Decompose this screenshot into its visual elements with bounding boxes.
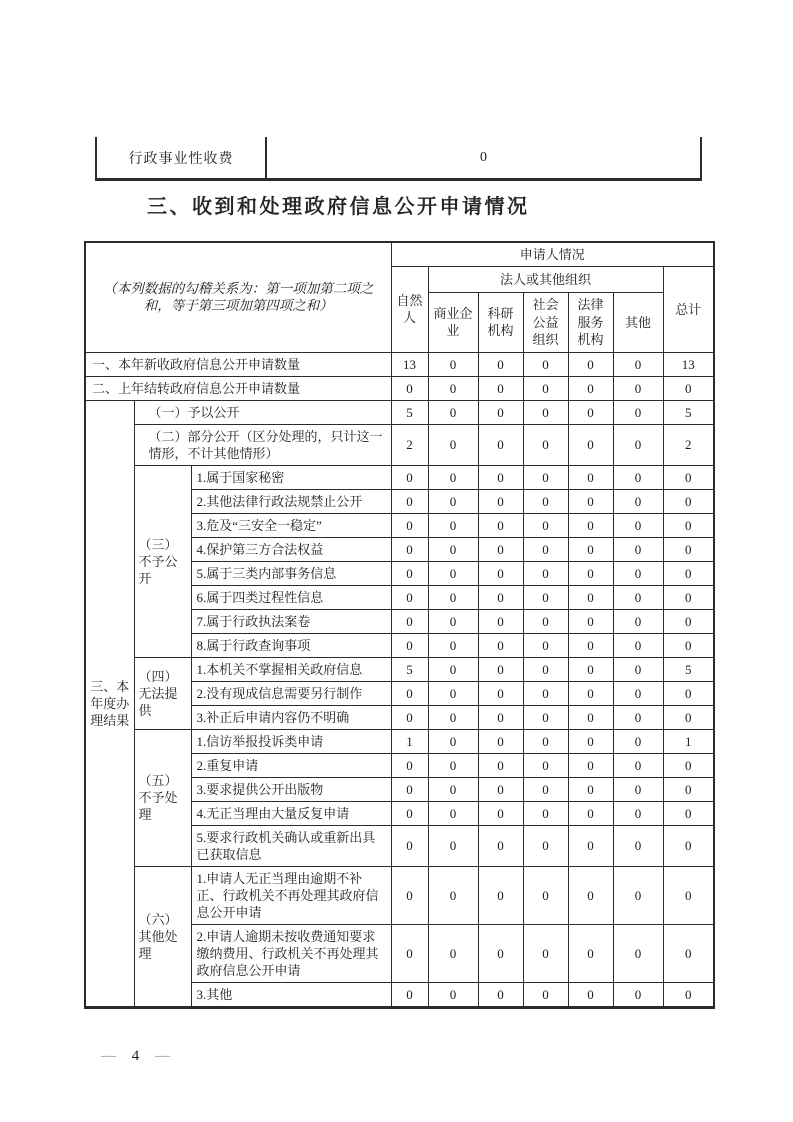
cell-value: 5: [391, 400, 428, 424]
col-header-natural-person: 自然人: [391, 267, 428, 353]
fee-table-row: [95, 137, 702, 181]
cell-value: 0: [478, 866, 523, 924]
cell-value: 0: [663, 705, 714, 729]
cell-value: 0: [523, 465, 568, 489]
cell-value: 0: [613, 537, 663, 561]
table-row: [85, 352, 714, 376]
page-footer: [101, 1048, 171, 1065]
table-row: [85, 400, 714, 424]
cell-value: 0: [568, 537, 613, 561]
cell-value: 0: [523, 352, 568, 376]
cell-value: 0: [523, 424, 568, 465]
table-row: [85, 465, 714, 489]
cell-value: 0: [568, 585, 613, 609]
cell-value: 0: [391, 609, 428, 633]
cell-value: 0: [568, 982, 613, 1007]
row-label: 3.危及“三安全一稳定”: [191, 513, 391, 537]
cell-value: 0: [428, 729, 478, 753]
page-number: 4: [131, 1048, 141, 1064]
cell-value: 0: [391, 866, 428, 924]
cell-value: 0: [568, 729, 613, 753]
row-label: 5.属于三类内部事务信息: [191, 561, 391, 585]
cell-value: 0: [523, 537, 568, 561]
cell-value: 0: [523, 801, 568, 825]
cell-value: 0: [523, 376, 568, 400]
cell-value: 0: [613, 705, 663, 729]
col-header-research: 科研机构: [478, 293, 523, 353]
cell-value: 0: [568, 705, 613, 729]
cell-value: 0: [478, 513, 523, 537]
cell-value: 0: [428, 609, 478, 633]
table-row: [85, 424, 714, 465]
cell-value: 0: [478, 400, 523, 424]
col-header-public-welfare: 社会公益组织: [523, 293, 568, 353]
cell-value: 0: [478, 465, 523, 489]
cell-value: 0: [478, 376, 523, 400]
row-label: 3.其他: [191, 982, 391, 1007]
section-label: （二）部分公开（区分处理的，只计这一情形，不计其他情形）: [134, 424, 391, 465]
row-label: 一、本年新收政府信息公开申请数量: [85, 352, 391, 376]
cell-value: 5: [663, 657, 714, 681]
cell-value: 0: [391, 585, 428, 609]
table-row: [85, 376, 714, 400]
cell-value: 0: [523, 681, 568, 705]
cell-value: 0: [523, 982, 568, 1007]
table-row: [85, 657, 714, 681]
row-label: 8.属于行政查询事项: [191, 633, 391, 657]
cell-value: 0: [568, 801, 613, 825]
cell-value: 0: [428, 777, 478, 801]
cell-value: 0: [568, 561, 613, 585]
cell-value: 0: [663, 537, 714, 561]
col-header-other: 其他: [613, 293, 663, 353]
row-label: 3.补正后申请内容仍不明确: [191, 705, 391, 729]
cell-value: 0: [428, 489, 478, 513]
cell-value: 0: [478, 924, 523, 982]
cell-value: 0: [663, 801, 714, 825]
cell-value: 0: [428, 400, 478, 424]
cell-value: 0: [391, 753, 428, 777]
cell-value: 0: [523, 633, 568, 657]
section-label: （三）不予公开: [134, 465, 191, 657]
cell-value: 0: [523, 400, 568, 424]
cell-value: 0: [568, 400, 613, 424]
cell-value: 0: [391, 982, 428, 1007]
cell-value: 0: [613, 866, 663, 924]
cell-value: 0: [663, 561, 714, 585]
fee-row-value: 0: [480, 149, 487, 165]
fee-row-label: 行政事业性收费: [97, 137, 267, 178]
cell-value: 0: [613, 777, 663, 801]
cell-value: 0: [391, 825, 428, 866]
row-label: 1.本机关不掌握相关政府信息: [191, 657, 391, 681]
cell-value: 0: [428, 513, 478, 537]
cell-value: 1: [663, 729, 714, 753]
cell-value: 0: [663, 924, 714, 982]
cell-value: 0: [523, 825, 568, 866]
row-label: 4.保护第三方合法权益: [191, 537, 391, 561]
request-table: [84, 241, 715, 1009]
cell-value: 0: [613, 352, 663, 376]
cell-value: 0: [391, 681, 428, 705]
cell-value: 0: [568, 465, 613, 489]
cell-value: 0: [523, 705, 568, 729]
cell-value: 0: [478, 489, 523, 513]
cell-value: 0: [391, 537, 428, 561]
row-label: 1.申请人无正当理由逾期不补正、行政机关不再处理其政府信息公开申请: [191, 866, 391, 924]
col-header-applicant: 申请人情况: [391, 242, 714, 267]
cell-value: 0: [391, 561, 428, 585]
cell-value: 0: [663, 753, 714, 777]
cell-value: 0: [663, 633, 714, 657]
row-label: 2.重复申请: [191, 753, 391, 777]
cell-value: 0: [613, 376, 663, 400]
cell-value: 0: [523, 866, 568, 924]
cell-value: 0: [428, 705, 478, 729]
cell-value: 0: [613, 561, 663, 585]
cell-value: 0: [391, 924, 428, 982]
cell-value: 0: [613, 400, 663, 424]
cell-value: 13: [663, 352, 714, 376]
cell-value: 0: [478, 561, 523, 585]
section-label: （一）予以公开: [134, 400, 391, 424]
cell-value: 0: [613, 681, 663, 705]
cell-value: 0: [568, 753, 613, 777]
cell-value: 0: [568, 376, 613, 400]
cell-value: 0: [478, 657, 523, 681]
cell-value: 0: [663, 376, 714, 400]
cell-value: 0: [478, 537, 523, 561]
row-label: 3.要求提供公开出版物: [191, 777, 391, 801]
cell-value: 0: [478, 777, 523, 801]
cell-value: 0: [613, 753, 663, 777]
cell-value: 0: [428, 825, 478, 866]
row-label: 1.属于国家秘密: [191, 465, 391, 489]
cell-value: 0: [428, 753, 478, 777]
cell-value: 1: [391, 729, 428, 753]
cell-value: 0: [613, 825, 663, 866]
cell-value: 0: [391, 633, 428, 657]
cell-value: 0: [523, 609, 568, 633]
cell-value: 0: [428, 657, 478, 681]
cell-value: 0: [613, 924, 663, 982]
cell-value: 0: [568, 866, 613, 924]
cell-value: 0: [568, 777, 613, 801]
footer-dash: —: [155, 1048, 171, 1064]
row-label: 5.要求行政机关确认或重新出具已获取信息: [191, 825, 391, 866]
cell-value: 0: [663, 489, 714, 513]
cell-value: 0: [613, 729, 663, 753]
col-header-total: 总计: [663, 267, 714, 353]
section-label: （五）不予处理: [134, 729, 191, 866]
cell-value: 0: [523, 729, 568, 753]
footer-dash: —: [101, 1048, 117, 1064]
section-heading: 三、收到和处理政府信息公开申请情况: [147, 196, 530, 218]
row-label: 2.申请人逾期未按收费通知要求缴纳费用、行政机关不再处理其政府信息公开申请: [191, 924, 391, 982]
cell-value: 0: [428, 633, 478, 657]
cell-value: 0: [428, 924, 478, 982]
cell-value: 2: [663, 424, 714, 465]
row-label: 6.属于四类过程性信息: [191, 585, 391, 609]
cell-value: 0: [568, 424, 613, 465]
cell-value: 0: [428, 465, 478, 489]
cell-value: 0: [568, 825, 613, 866]
col-header-legal-org: 法人或其他组织: [428, 267, 663, 293]
cell-value: 0: [478, 585, 523, 609]
section-label: （四）无法提供: [134, 657, 191, 729]
cell-value: 0: [428, 681, 478, 705]
cell-value: 0: [478, 681, 523, 705]
cell-value: 0: [663, 681, 714, 705]
cell-value: 2: [391, 424, 428, 465]
row-label: 4.无正当理由大量反复申请: [191, 801, 391, 825]
cell-value: 0: [663, 777, 714, 801]
row-label: 2.没有现成信息需要另行制作: [191, 681, 391, 705]
cell-value: 0: [568, 633, 613, 657]
cell-value: 0: [613, 513, 663, 537]
cell-value: 0: [613, 609, 663, 633]
cell-value: 0: [478, 982, 523, 1007]
cell-value: 0: [428, 537, 478, 561]
cell-value: 0: [523, 777, 568, 801]
request-table-container: [84, 241, 715, 1009]
cell-value: 0: [568, 681, 613, 705]
cell-value: 0: [428, 352, 478, 376]
cell-value: 0: [478, 753, 523, 777]
section-label: （六）其他处理: [134, 866, 191, 1007]
cell-value: 5: [391, 657, 428, 681]
cell-value: 0: [391, 489, 428, 513]
cell-value: 0: [478, 424, 523, 465]
cell-value: 0: [428, 561, 478, 585]
cell-value: 0: [568, 489, 613, 513]
cell-value: 0: [663, 513, 714, 537]
cell-value: 0: [428, 376, 478, 400]
cell-value: 0: [428, 424, 478, 465]
cell-value: 0: [428, 866, 478, 924]
cell-value: 0: [523, 513, 568, 537]
cell-value: 0: [568, 657, 613, 681]
cell-value: 0: [663, 585, 714, 609]
cell-value: 0: [391, 801, 428, 825]
cell-value: 0: [663, 866, 714, 924]
cell-value: 0: [613, 657, 663, 681]
table-note: （本列数据的勾稽关系为：第一项加第二项之和，等于第三项加第四项之和）: [85, 242, 391, 352]
cell-value: 0: [663, 825, 714, 866]
cell-value: 5: [663, 400, 714, 424]
cell-value: 0: [663, 609, 714, 633]
cell-value: 0: [478, 825, 523, 866]
cell-value: 0: [478, 801, 523, 825]
cell-value: 0: [428, 585, 478, 609]
cell-value: 0: [523, 657, 568, 681]
cell-value: 0: [568, 609, 613, 633]
request-table-body: [85, 242, 714, 1007]
cell-value: 0: [391, 376, 428, 400]
cell-value: 0: [478, 633, 523, 657]
cell-value: 0: [613, 489, 663, 513]
cell-value: 0: [663, 465, 714, 489]
cell-value: 0: [523, 924, 568, 982]
cell-value: 0: [523, 753, 568, 777]
cell-value: 0: [613, 982, 663, 1007]
cell-value: 0: [428, 801, 478, 825]
cell-value: 0: [523, 561, 568, 585]
table-row: [85, 866, 714, 924]
row-label: 二、上年结转政府信息公开申请数量: [85, 376, 391, 400]
table-row: [85, 729, 714, 753]
cell-value: 0: [391, 465, 428, 489]
cell-value: 13: [391, 352, 428, 376]
row-label: 2.其他法律行政法规禁止公开: [191, 489, 391, 513]
col-header-business: 商业企业: [428, 293, 478, 353]
cell-value: 0: [613, 465, 663, 489]
cell-value: 0: [428, 982, 478, 1007]
cell-value: 0: [568, 352, 613, 376]
row-label: 7.属于行政执法案卷: [191, 609, 391, 633]
result-group-label: 三、本年度办理结果: [85, 400, 134, 1007]
cell-value: 0: [523, 585, 568, 609]
cell-value: 0: [613, 633, 663, 657]
cell-value: 0: [613, 424, 663, 465]
cell-value: 0: [478, 352, 523, 376]
cell-value: 0: [568, 924, 613, 982]
cell-value: 0: [391, 513, 428, 537]
cell-value: 0: [613, 801, 663, 825]
header-row-1: [85, 242, 714, 267]
cell-value: 0: [478, 609, 523, 633]
cell-value: 0: [391, 705, 428, 729]
cell-value: 0: [663, 982, 714, 1007]
cell-value: 0: [523, 489, 568, 513]
cell-value: 0: [478, 705, 523, 729]
row-label: 1.信访举报投诉类申请: [191, 729, 391, 753]
cell-value: 0: [613, 585, 663, 609]
col-header-legal-service: 法律服务机构: [568, 293, 613, 353]
cell-value: 0: [568, 513, 613, 537]
cell-value: 0: [478, 729, 523, 753]
cell-value: 0: [391, 777, 428, 801]
